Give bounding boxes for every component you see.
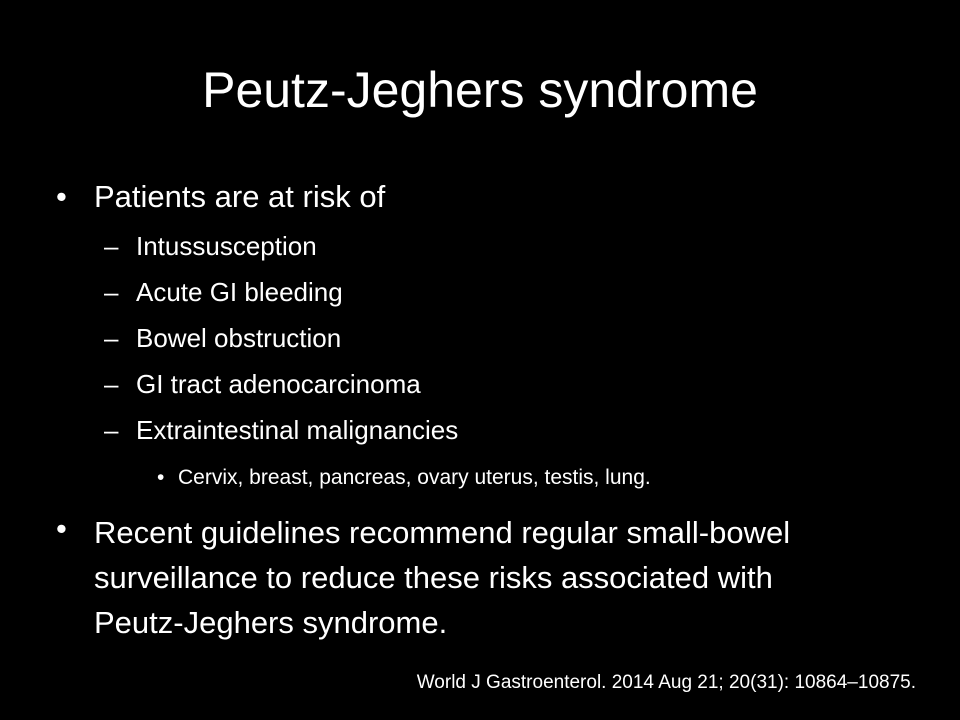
citation: World J Gastroenterol. 2014 Aug 21; 20(31): 10864–10875.	[416, 672, 916, 693]
sub-sub-bullet-marker: •	[157, 466, 165, 489]
sub-bullet-text: Intussusception	[136, 231, 317, 261]
sub-sub-bullet-text: Cervix, breast, pancreas, ovary uterus, testis, lung.	[178, 466, 651, 489]
sub-bullet-marker: –	[104, 415, 119, 445]
bullet-text: Recent guidelines recommend regular small-bowel surveillance to reduce these risks associated with Peutz-Jeghers syndrome.	[94, 515, 791, 640]
sub-bullet-text: GI tract adenocarcinoma	[136, 369, 421, 399]
bullet-text: Patients are at risk of	[94, 179, 386, 214]
slide-title: Peutz-Jeghers syndrome	[202, 62, 758, 118]
sub-bullet-text: Bowel obstruction	[136, 323, 342, 353]
sub-bullet-marker: –	[104, 369, 119, 399]
sub-bullet-marker: –	[104, 323, 119, 353]
bullet-marker: •	[56, 511, 67, 546]
bullet-marker: •	[56, 179, 67, 214]
sub-bullet-text: Acute GI bleeding	[136, 277, 343, 307]
sub-bullet-text: Extraintestinal malignancies	[136, 415, 459, 445]
sub-bullet-marker: –	[104, 277, 119, 307]
sub-bullet-marker: –	[104, 231, 119, 261]
